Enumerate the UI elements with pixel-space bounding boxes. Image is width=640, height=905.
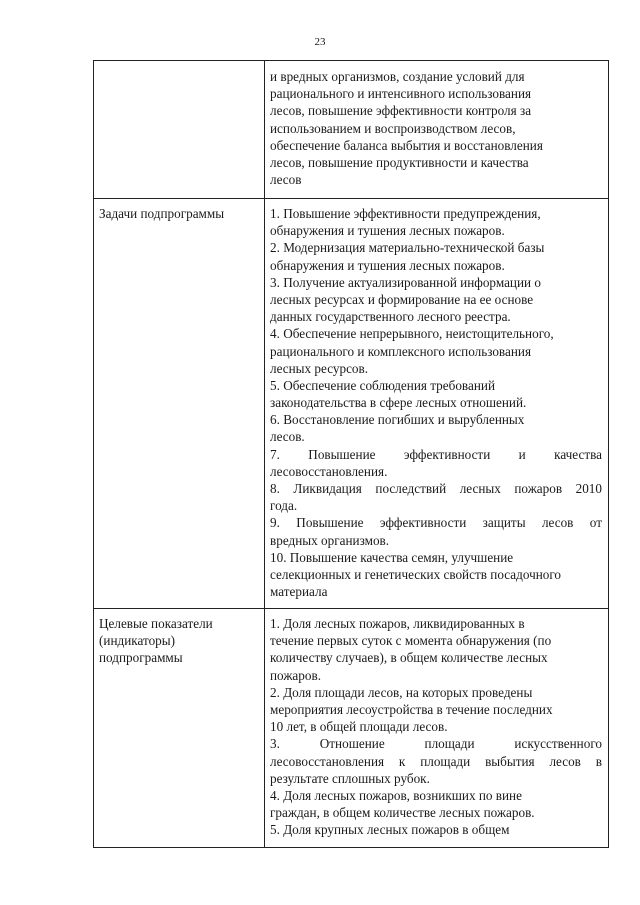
- text-line: данных государственного лесного реестра.: [270, 309, 511, 325]
- text-line: 2. Доля площади лесов, на которых проведены: [270, 684, 533, 700]
- text-line: лесов, повышение эффективности контроля за: [270, 103, 532, 119]
- text-line: 5. Доля крупных лесных пожаров в общем: [270, 822, 510, 838]
- text-line: вредных организмов.: [270, 532, 390, 548]
- text-line: граждан, в общем количестве лесных пожаров.: [270, 805, 535, 821]
- row-heading: (индикаторы): [99, 633, 176, 649]
- row0-right-cell: [270, 68, 602, 188]
- text-line: года.: [270, 498, 298, 514]
- text-line: использованием и воспроизводством лесов,: [270, 120, 516, 136]
- row2-right-cell: [270, 615, 602, 838]
- text-line: мероприятия лесоустройства в течение последних: [270, 701, 553, 717]
- text-line: обнаружения и тушения лесных пожаров.: [270, 223, 505, 239]
- text-line: 1. Доля лесных пожаров, ликвидированных в: [270, 616, 525, 631]
- text-line: количеству случаев), в общем количестве лесных: [270, 650, 548, 666]
- text-line: результате сплошных рубок.: [270, 770, 430, 786]
- text-line: материала: [270, 584, 328, 600]
- text-line: 6. Восстановление погибших и вырубленных: [270, 412, 525, 428]
- text-line: рационального и комплексного использования: [270, 343, 532, 359]
- row1-right-cell: [270, 205, 602, 600]
- text-line: лесов.: [270, 429, 305, 445]
- text-line: рационального и интенсивного использования: [270, 86, 532, 102]
- row-heading: Задачи подпрограммы: [99, 206, 225, 221]
- text-line: 5. Обеспечение соблюдения требований: [270, 377, 495, 393]
- text-line: лесных ресурсов.: [270, 360, 369, 376]
- table-border-right: [608, 60, 609, 848]
- text-line: обеспечение баланса выбытия и восстановления: [270, 137, 543, 153]
- row-heading: Целевые показатели: [99, 616, 213, 631]
- text-line: 10. Повышение качества семян, улучшение: [270, 549, 514, 565]
- text-line: 3. Получение актуализированной информации о: [270, 274, 541, 290]
- text-line: 2. Модернизация материально-технической базы: [270, 240, 545, 256]
- table-border-left: [93, 60, 94, 848]
- table-border-bottom: [93, 847, 609, 848]
- text-line: лесов, повышение продуктивности и качества: [270, 154, 529, 170]
- text-line: 8. Ликвидация последствий лесных пожаров 2010: [270, 481, 602, 496]
- text-line: пожаров.: [270, 667, 321, 683]
- table-border-middle: [264, 60, 265, 848]
- text-line: и вредных организмов, создание условий для: [270, 69, 525, 84]
- row-divider-2: [93, 608, 609, 609]
- text-line: 1. Повышение эффективности предупреждения,: [270, 206, 541, 221]
- row2-left-cell: [99, 615, 213, 667]
- text-line: течение первых суток с момента обнаружения (по: [270, 633, 552, 649]
- text-line: лесовосстановления.: [270, 463, 388, 479]
- text-line: селекционных и генетических свойств посадочного: [270, 566, 562, 582]
- text-line: 4. Обеспечение непрерывного, неистощительного,: [270, 326, 554, 342]
- text-line: лесовосстановления к площади выбытия лесов в: [270, 753, 602, 769]
- text-line: 3. Отношение площади искусственного: [270, 736, 602, 752]
- row-heading: подпрограммы: [99, 650, 183, 666]
- page-number: 23: [314, 36, 326, 48]
- text-line: законодательства в сфере лесных отношений.: [270, 395, 527, 411]
- row-divider-1: [93, 198, 609, 199]
- text-line: 10 лет, в общей площади лесов.: [270, 719, 448, 735]
- table-border-top: [93, 60, 609, 61]
- text-line: 7. Повышение эффективности и качества: [270, 446, 602, 462]
- program-table: [93, 60, 609, 848]
- row1-left-cell: [99, 205, 224, 222]
- text-line: лесов: [270, 172, 302, 188]
- text-line: обнаружения и тушения лесных пожаров.: [270, 257, 505, 273]
- text-line: 4. Доля лесных пожаров, возникших по вине: [270, 787, 522, 803]
- text-line: лесных ресурсах и формирование на ее основе: [270, 291, 534, 307]
- text-line: 9. Повышение эффективности защиты лесов от: [270, 515, 602, 531]
